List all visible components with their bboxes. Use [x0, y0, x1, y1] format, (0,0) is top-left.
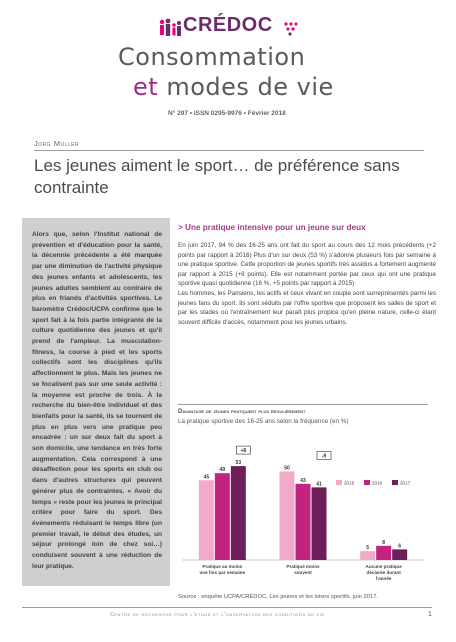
change-annotation: -9	[321, 453, 327, 460]
category-label: déclarée durant	[366, 570, 401, 575]
footer-text: Centre de recherche pour l'étude et l'observation des conditions de vie	[110, 612, 325, 618]
change-annotation: +8	[240, 448, 247, 455]
legend-label: 2016	[372, 480, 383, 486]
bar-2015-2	[360, 551, 375, 560]
bar-2017-0	[231, 466, 246, 560]
figure-subtitle: La pratique sportive des 16-25 ans selon la fréquence (en %)	[178, 418, 349, 425]
bar-value-label: 43	[300, 477, 306, 484]
author: Jorg Muller	[34, 139, 80, 148]
issue-info: N° 297 • ISSN 0295-9976 • Février 2018	[168, 110, 286, 117]
bar-value-label: 41	[316, 481, 322, 488]
publication-title-line2	[133, 73, 334, 101]
figure-divider	[178, 404, 428, 405]
figure-source: Source : enquête UCPA/CRÉDOC, Les jeunes et les loisirs sportifs, juin 2017.	[178, 594, 378, 600]
bar-2017-1	[312, 487, 327, 560]
bar-2016-2	[376, 546, 391, 560]
body-paragraph-1: En juin 2017, 94 % des 16-25 ans ont fait du sport au cours des 12 mois précédents (+2 points par rapport à 2016) Plus d'un sur deux (53 %) s'adonne plusieurs fois par semaine à une pratique sportive. Cette proportion de jeunes sportifs très assidus a fortement augmenté par rapport à 2015 (+8 points). Elle est notamment portée par ceux qui ont une pratique sportive quasi quotidienne (16 %, +5 points par rapport à 2015)	[178, 242, 436, 288]
bar-value-label: 45	[203, 474, 210, 481]
bar-value-label: 8	[382, 539, 386, 546]
legend-swatch-2015	[336, 480, 342, 485]
bar-value-label: 53	[235, 460, 242, 467]
credoc-logo: CRÉDOC	[183, 14, 273, 36]
category-label: Aucune pratique	[365, 564, 402, 569]
category-label: souvent	[294, 570, 312, 575]
page-number: 1	[428, 611, 432, 618]
section-heading: > Une pratique intensive pour un jeune sur deux	[178, 223, 366, 232]
body-paragraph-2: Les hommes, les Parisiens, les actifs et ceux vivant en couple sont surreprésentés parmi les jeunes fans du sport. Ils sont séduits par l'offre sportive que proposent les salles de sport et par les stades où l'entraînement leur paraît plus propice qu'en pleine nature, celle-ci étant souvent difficile d'accès, notamment pour les jeunes urbains.	[178, 289, 436, 326]
title-et-word: et	[133, 73, 159, 101]
category-label: l'année	[375, 576, 392, 581]
title-line2-rest: modes de vie	[158, 73, 334, 101]
bar-2015-0	[199, 480, 214, 560]
bar-value-label: 50	[284, 465, 290, 472]
legend-label: 2017	[400, 480, 411, 486]
article-headline: Les jeunes aiment le sport… de préférence sans contrainte	[34, 156, 400, 197]
legend-swatch-2016	[364, 480, 370, 485]
family-logo-icon	[158, 16, 182, 40]
footer-divider	[22, 607, 432, 608]
summary-sidebar	[22, 218, 170, 586]
category-label: Pratique moins	[286, 564, 320, 569]
publication-title-line1: Consommation	[118, 43, 306, 71]
bar-2016-1	[296, 484, 311, 560]
bar-2016-0	[215, 473, 230, 560]
category-label: une fois par semaine	[199, 570, 246, 575]
summary-text: Alors que, selon l'Institut national de prévention et d'éducation pour la santé, la décennie précédente a été marquée par une diminution de l'activité physique des jeunes enfants et adolescents, les jeunes adultes semblent au contraire de plus en friands d'activités sportives. Le baromètre Crédoc/UCPA confirme que le sport fait à la fois partie intégrante de la culture quotidienne des jeunes et qu'il prend de l'ampleur. La musculation-fitness, la course à pied et les sports collectifs sont les disciplines qu'ils affectionnent le plus. Mais les jeunes ne se focalisent pas sur une seule activité : la moyenne est proche de trois. À la recherche du bien-être individuel et des bienfaits pour la santé, ils se tournent de plus en plus vers une pratique peu encadrée : un sur deux fait du sport à son domicile, une tendance en très forte augmentation. Cela correspond à une désaffection pour les sports en club ou dans d'autres structures qui peuvent générer plus de contraintes. « Avoir du temps » reste pour les jeunes le principal critère pour faire du sport. Des événements réduisant le temps libre (un premier travail, le début des études, un séjour prolongé loin de chez soi…) conduisent souvent à une réduction de leur pratique.	[32, 231, 162, 570]
bar-value-label: 49	[219, 467, 226, 474]
author-divider	[34, 150, 424, 151]
figure-title: Davantage de jeunes pratiquent plus régulièrement	[178, 408, 306, 415]
article-body	[178, 241, 436, 327]
bar-value-label: 5	[366, 545, 370, 552]
bar-chart	[178, 428, 428, 596]
decorative-dots-icon	[283, 20, 307, 44]
bar-value-label: 6	[398, 543, 402, 550]
bar-2017-2	[392, 549, 407, 560]
bar-2015-1	[280, 471, 295, 560]
legend-swatch-2017	[392, 480, 398, 485]
category-label: Pratique au moins	[202, 564, 243, 569]
legend-label: 2015	[344, 480, 355, 486]
